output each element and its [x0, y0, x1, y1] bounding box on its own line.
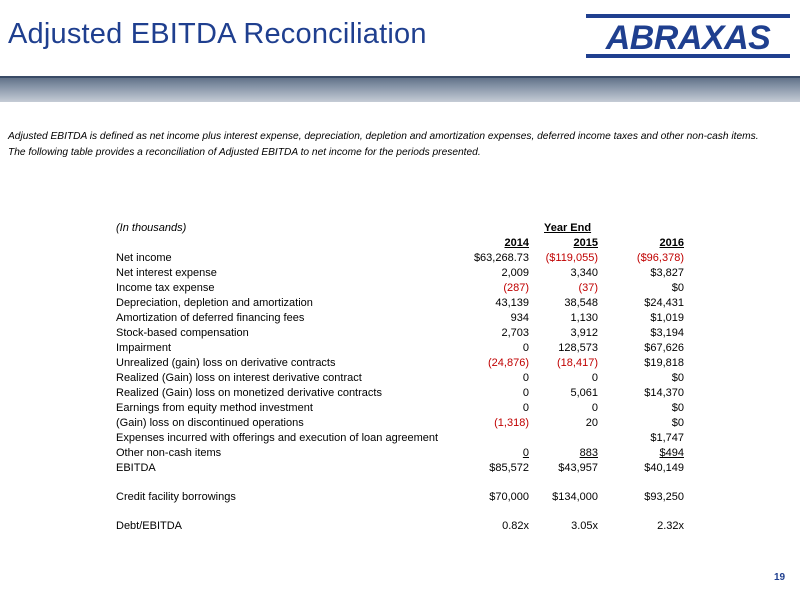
row-label: EBITDA	[116, 462, 156, 474]
row-value-2014: 2,703	[501, 327, 529, 339]
row-value-2015: 128,573	[558, 342, 598, 354]
page-number: 19	[774, 572, 786, 583]
logo-wordmark: ABRAXAS	[605, 19, 771, 57]
row-value-2016: $494	[659, 447, 684, 459]
row-value-2016: $1,747	[650, 432, 684, 444]
row-value-2015: 883	[579, 447, 598, 459]
credit-value-2015: $134,000	[552, 491, 598, 503]
row-value-2015: 1,130	[570, 312, 598, 324]
slide-title: Adjusted EBITDA Reconciliation	[8, 18, 427, 50]
debt-ratio-label: Debt/EBITDA	[116, 520, 183, 532]
row-value-2014: 934	[510, 312, 529, 324]
row-value-2014: 0	[522, 342, 529, 354]
row-label: Earnings from equity method investment	[116, 402, 313, 414]
row-label: Net income	[116, 252, 172, 264]
row-label: Realized (Gain) loss on interest derivative contract	[116, 372, 362, 384]
row-label: Expenses incurred with offerings and execution of loan agreement	[116, 432, 439, 444]
row-value-2015: 3,340	[570, 267, 598, 279]
row-value-2014: 0	[522, 387, 529, 399]
year-2014: 2014	[504, 237, 529, 249]
row-value-2014: $85,572	[489, 462, 529, 474]
row-label: Amortization of deferred financing fees	[116, 312, 305, 324]
row-value-2014: 0	[522, 447, 529, 459]
credit-label: Credit facility borrowings	[116, 491, 236, 503]
row-value-2016: $0	[671, 417, 684, 429]
row-value-2014: $63,268.73	[473, 252, 529, 264]
abraxas-logo	[586, 14, 790, 58]
row-value-2016: $3,194	[650, 327, 684, 339]
header-band-divider	[0, 76, 800, 78]
row-value-2014: (1,318)	[494, 417, 529, 429]
row-value-2016: $1,019	[650, 312, 684, 324]
row-label: Stock-based compensation	[116, 327, 249, 339]
row-label: Depreciation, depletion and amortization	[116, 297, 313, 309]
row-label: Impairment	[116, 342, 172, 354]
row-value-2015: 3,912	[570, 327, 598, 339]
debt-ratio-2014: 0.82x	[502, 520, 529, 532]
row-value-2016: $67,626	[644, 342, 684, 354]
row-label: Unrealized (gain) loss on derivative contracts	[116, 357, 336, 369]
definition-text: Adjusted EBITDA is defined as net income plus interest expense, depreciation, depletion and amortization expenses, deferred income taxes and other non-cash items. The following table provides a reconciliation of Adjusted EBITDA to net income for the periods presented.	[8, 131, 759, 158]
row-value-2015: 38,548	[564, 297, 598, 309]
row-value-2016: $19,818	[644, 357, 684, 369]
row-value-2015: 0	[591, 372, 598, 384]
row-label: (Gain) loss on discontinued operations	[116, 417, 304, 429]
header-band	[0, 76, 800, 102]
row-value-2015: (18,417)	[557, 357, 598, 369]
year-2016: 2016	[659, 237, 684, 249]
credit-value-2016: $93,250	[644, 491, 684, 503]
row-label: Other non-cash items	[116, 447, 222, 459]
row-value-2014: (24,876)	[488, 357, 529, 369]
row-value-2016: $0	[671, 402, 684, 414]
debt-ratio-2016: 2.32x	[657, 520, 684, 532]
row-value-2016: $14,370	[644, 387, 684, 399]
row-value-2015: $43,957	[558, 462, 598, 474]
row-value-2015: 20	[585, 417, 598, 429]
row-value-2015: 0	[591, 402, 598, 414]
units-label: (In thousands)	[116, 222, 187, 234]
row-label: Net interest expense	[116, 267, 217, 279]
row-value-2015: ($119,055)	[545, 252, 598, 264]
row-value-2015: (37)	[578, 282, 598, 294]
row-value-2016: $40,149	[644, 462, 684, 474]
credit-value-2014: $70,000	[489, 491, 529, 503]
row-value-2014: 2,009	[501, 267, 529, 279]
row-value-2016: ($96,378)	[636, 252, 684, 264]
row-value-2014: (287)	[503, 282, 529, 294]
row-value-2014: 0	[522, 402, 529, 414]
row-label: Income tax expense	[116, 282, 215, 294]
row-value-2014: 0	[522, 372, 529, 384]
row-label: Realized (Gain) loss on monetized derivative contracts	[116, 387, 382, 399]
row-value-2016: $0	[671, 282, 684, 294]
row-value-2016: $3,827	[650, 267, 684, 279]
row-value-2014: 43,139	[495, 297, 529, 309]
debt-ratio-2015: 3.05x	[571, 520, 598, 532]
year-2015: 2015	[573, 237, 598, 249]
row-value-2016: $24,431	[644, 297, 684, 309]
row-value-2016: $0	[671, 372, 684, 384]
row-value-2015: 5,061	[570, 387, 598, 399]
period-header: Year End	[544, 222, 592, 234]
